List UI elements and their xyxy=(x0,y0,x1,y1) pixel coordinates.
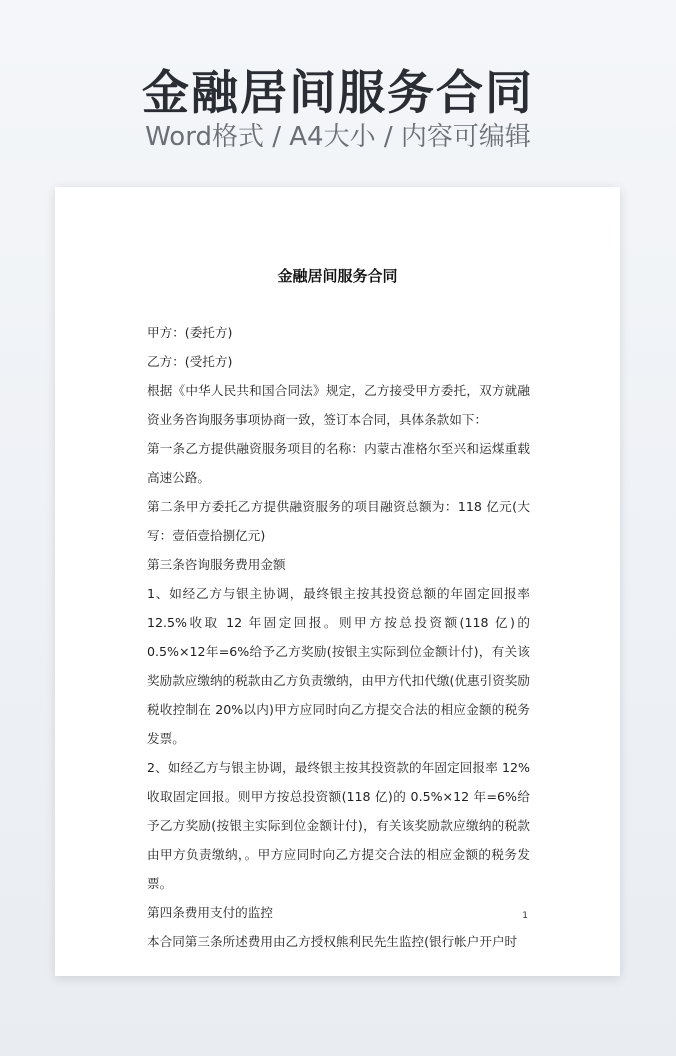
paragraph-article-3-item-2: 2、如经乙方与银主协调，最终银主按其投资款的年固定回报率 12%收取固定回报。则甲方按总投资额(118 亿)的 0.5%×12 年=6%给予乙方奖励(按银主实际到位金额计付)，有关该奖励款应缴纳的税款由甲方负责缴纳，。甲方应同时向乙方提交合法的相应金额的税务发票。 xyxy=(147,760,530,891)
paragraph-article-1: 第一条乙方提供融资服务项目的名称：内蒙古准格尔至兴和运煤重载高速公路。 xyxy=(147,441,530,485)
page-subtitle: Word格式 / A4大小 / 内容可编辑 xyxy=(145,122,531,152)
page-title: 金融居间服务合同 xyxy=(142,66,534,121)
page-number: 1 xyxy=(522,911,528,921)
paragraph-article-4-text: 本合同第三条所述费用由乙方授权熊利民先生监控(银行帐户开户时 xyxy=(147,934,518,949)
paragraph-article-2: 第二条甲方委托乙方提供融资服务的项目融资总额为：118 亿元(大写：壹佰壹拾捌亿元) xyxy=(147,499,530,543)
document-page xyxy=(55,187,620,976)
paragraph-article-3-item-1: 1、如经乙方与银主协调，最终银主按其投资总额的年固定回报率12.5%收取 12 年固定回报。则甲方按总投资额(118 亿)的 0.5%×12年=6%给予乙方奖励(按银主实际到位金额计付)，有关该奖励款应缴纳的税款由乙方负责缴纳，由甲方代扣代缴(优惠引资奖励税收控制在 20%以内)甲方应同时向乙方提交合法的相应金额的税务发票。 xyxy=(147,586,530,746)
document-body xyxy=(147,318,530,956)
paragraph-party-b: 乙方：(受托方) xyxy=(147,354,233,369)
paragraph-party-a: 甲方：(委托方) xyxy=(147,325,233,340)
paragraph-article-4-heading: 第四条费用支付的监控 xyxy=(147,905,273,920)
paragraph-preamble: 根据《中华人民共和国合同法》规定，乙方接受甲方委托，双方就融资业务咨询服务事项协商一致，签订本合同，具体条款如下： xyxy=(147,383,530,427)
document-title: 金融居间服务合同 xyxy=(277,267,398,285)
paragraph-article-3-heading: 第三条咨询服务费用金额 xyxy=(147,557,286,572)
